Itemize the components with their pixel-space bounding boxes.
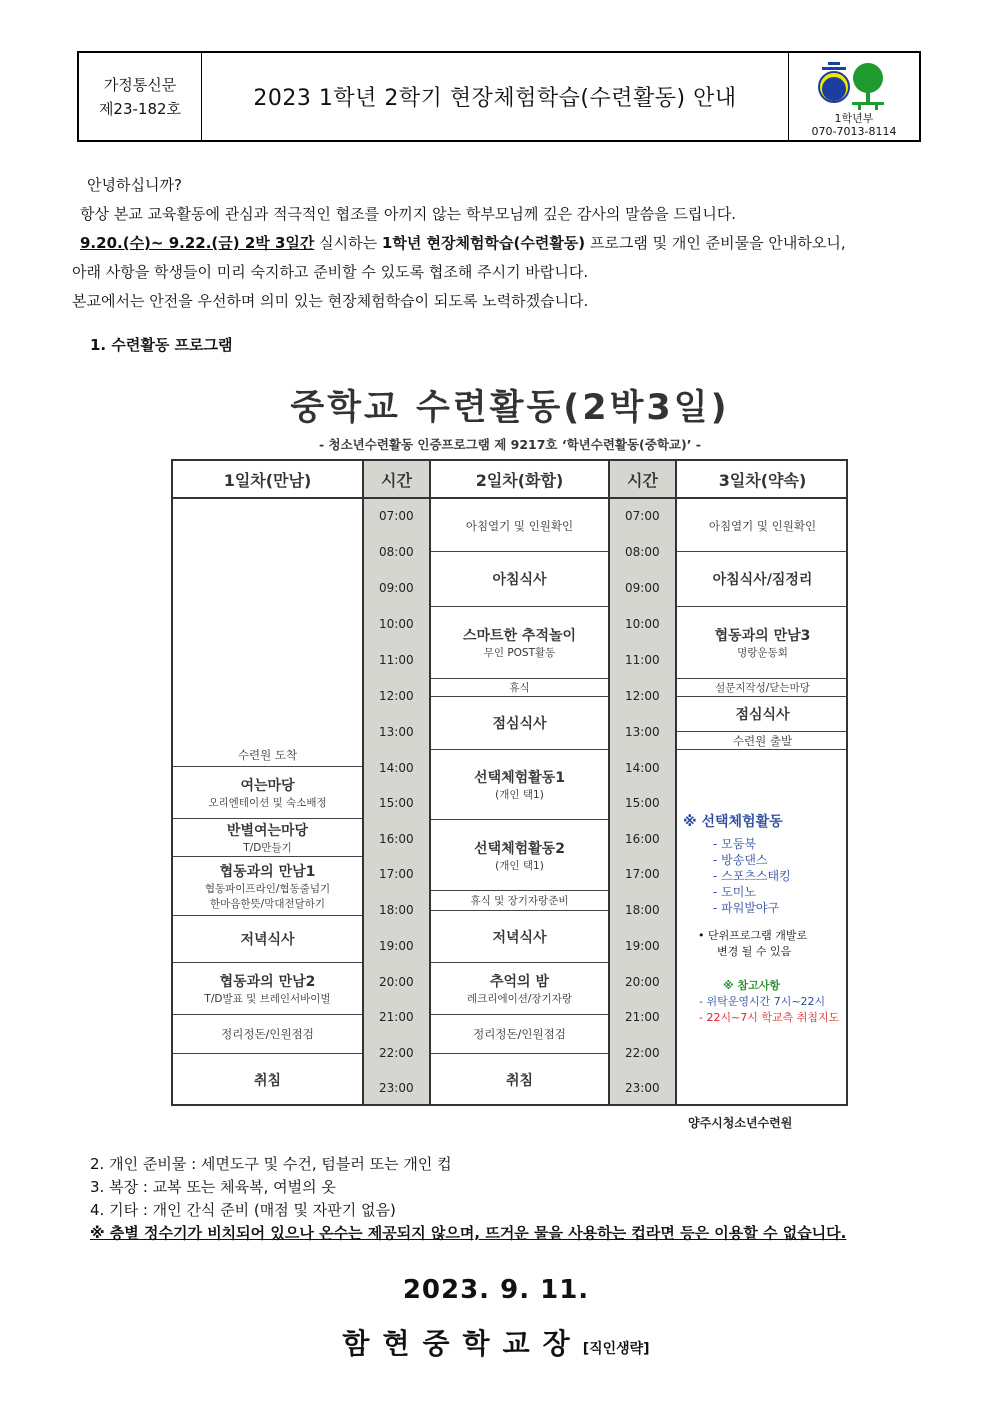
selection-item: - 스포츠스태킹 bbox=[713, 869, 791, 883]
document-title: 2023 1학년 2학기 현장체험학습(수련활동) 안내 bbox=[202, 53, 789, 140]
day2-selection-1: 선택체험활동1 (개인 택1) bbox=[474, 770, 565, 801]
time-tick: 10:00 bbox=[379, 617, 414, 631]
day1-arrive: 수련원 도착 bbox=[237, 747, 298, 762]
col-header-day1: 1일차(만남) bbox=[223, 470, 312, 490]
time-tick: 09:00 bbox=[625, 581, 660, 595]
program-subtitle: - 청소년수련활동 인증프로그램 제 9217호 ‘학년수련활동(중학교)’ - bbox=[318, 437, 701, 452]
reference-note: - 22시~7시 학교측 취침지도 bbox=[699, 1011, 840, 1024]
time-tick: 11:00 bbox=[379, 653, 414, 667]
document-header bbox=[77, 51, 921, 142]
greeting: 안녕하십니까? bbox=[87, 176, 182, 194]
time-tick: 13:00 bbox=[625, 725, 660, 739]
day2-rest: 휴식 bbox=[509, 682, 530, 694]
program-schedule-table bbox=[171, 459, 848, 1106]
selection-item: - 파워발야구 bbox=[713, 901, 780, 915]
day1-class-opening: 반별여는마당 T/D만들기 bbox=[226, 823, 309, 854]
day3-survey: 설문지작성/닫는마당 bbox=[715, 682, 810, 694]
issue-date: 2023. 9. 11. bbox=[402, 1275, 590, 1305]
time-tick: 15:00 bbox=[379, 796, 414, 810]
trip-dates: 9.20.(수)~ 9.22.(금) 2박 3일간 bbox=[80, 234, 315, 252]
doc-info bbox=[79, 53, 202, 140]
item-supplies: 2. 개인 준비물 : 세면도구 및 수건, 텀블러 또는 개인 컵 bbox=[90, 1155, 452, 1173]
day2-selection-2: 선택체험활동2 (개인 택1) bbox=[474, 840, 565, 872]
time-tick: 08:00 bbox=[625, 545, 660, 559]
intro-line4: 본교에서는 안전을 우선하며 의미 있는 현장체험학습이 되도록 노력하겠습니다. bbox=[72, 292, 589, 310]
col-header-day2: 2일차(화합) bbox=[475, 470, 564, 490]
time-tick: 09:00 bbox=[379, 581, 414, 595]
doc-number: 제23-182호 bbox=[98, 99, 182, 118]
col-header-time: 시간 bbox=[381, 470, 412, 490]
day2-dinner: 저녁식사 bbox=[492, 929, 547, 946]
time-tick: 21:00 bbox=[625, 1010, 660, 1024]
day3-cooperation-3: 협동과의 만남3 명랑운동회 bbox=[714, 628, 811, 659]
time-tick: 22:00 bbox=[625, 1046, 660, 1060]
day3-breakfast: 아침식사/짐정리 bbox=[712, 572, 813, 588]
time-tick: 18:00 bbox=[625, 903, 660, 917]
day3-lunch: 점심식사 bbox=[735, 707, 790, 723]
time-tick: 07:00 bbox=[625, 509, 660, 523]
time-tick: 12:00 bbox=[625, 689, 660, 703]
col-header-time: 시간 bbox=[627, 470, 658, 490]
time-tick: 17:00 bbox=[625, 867, 660, 881]
school-logo-icon bbox=[814, 58, 894, 110]
section1-title: 1. 수련활동 프로그램 bbox=[90, 336, 233, 354]
time-tick: 19:00 bbox=[379, 939, 414, 953]
seal-note: [직인생략] bbox=[582, 1341, 650, 1357]
day2-night: 추억의 밤 레크리에이션/장기자랑 bbox=[467, 974, 572, 1005]
program-credit: 양주시청소년수련원 bbox=[688, 1116, 793, 1130]
water-note: ※ 층별 정수기가 비치되어 있으나 온수는 제공되지 않으며, 뜨거운 물을 사용하는 컵라면 등은 이용할 수 없습니다. bbox=[90, 1224, 847, 1242]
reference-note: - 위탁운영시간 7시~22시 bbox=[699, 995, 826, 1008]
dept-label: 1학년부 bbox=[834, 112, 874, 125]
change-note: • 단위프로그램 개발로 bbox=[698, 929, 808, 942]
school-logo-box bbox=[789, 53, 919, 140]
intro-line2: 9.20.(수)~ 9.22.(금) 2박 3일간 실시하는 1학년 현장체험학습(수련활동) 프로그램 및 개인 준비물을 안내하오니, bbox=[80, 234, 846, 252]
time-tick: 20:00 bbox=[625, 975, 660, 989]
intro-line1: 항상 본교 교육활동에 관심과 적극적인 협조를 아끼지 않는 학부모님께 깊은 감사의 말씀을 드립니다. bbox=[80, 205, 737, 223]
time-tick: 22:00 bbox=[379, 1046, 414, 1060]
time-tick: 15:00 bbox=[625, 796, 660, 810]
time-tick: 12:00 bbox=[379, 689, 414, 703]
time-tick: 23:00 bbox=[625, 1081, 660, 1095]
day3-morning: 아침열기 및 인원확인 bbox=[708, 519, 817, 533]
time-tick: 14:00 bbox=[379, 761, 414, 775]
time-tick: 23:00 bbox=[379, 1081, 414, 1095]
day2-breakfast: 아침식사 bbox=[492, 572, 547, 588]
item-other: 4. 기타 : 개인 간식 준비 (매점 및 자판기 없음) bbox=[90, 1201, 396, 1219]
time-tick: 16:00 bbox=[625, 832, 660, 846]
time-tick: 19:00 bbox=[625, 939, 660, 953]
preparation-items bbox=[90, 1153, 846, 1245]
day2-cleanup: 정리정돈/인원점검 bbox=[473, 1027, 566, 1041]
time-tick: 16:00 bbox=[379, 832, 414, 846]
day2-lunch: 점심식사 bbox=[492, 716, 547, 732]
time-tick: 18:00 bbox=[379, 903, 414, 917]
intro-line3: 아래 사항을 학생들이 미리 숙지하고 준비할 수 있도록 협조해 주시기 바랍니다. bbox=[72, 263, 589, 281]
time-tick: 21:00 bbox=[379, 1010, 414, 1024]
doc-type: 가정통신문 bbox=[103, 75, 177, 94]
change-note: 변경 될 수 있음 bbox=[717, 945, 792, 958]
selection-item: - 방송댄스 bbox=[713, 853, 768, 867]
time-tick: 17:00 bbox=[379, 867, 414, 881]
reference-title: ※ 참고사항 bbox=[723, 979, 781, 992]
trip-name: 1학년 현장체험학습(수련활동) bbox=[381, 234, 586, 252]
selection-item: - 도미노 bbox=[713, 885, 756, 899]
day3-selection-notes bbox=[683, 814, 839, 1026]
day1-opening: 여는마당 오리엔테이션 및 숙소배정 bbox=[208, 778, 327, 809]
time-tick: 20:00 bbox=[379, 975, 414, 989]
day3-depart: 수련원 출발 bbox=[732, 733, 793, 748]
time-tick: 10:00 bbox=[625, 617, 660, 631]
selection-title: ※ 선택체험활동 bbox=[683, 814, 783, 830]
program-title: 중학교 수련활동(2박3일) bbox=[290, 388, 730, 428]
day1-cooperation-1: 협동과의 만남1 협동파이프라인/협동줄넘기 한마음한뜻/막대전달하기 bbox=[204, 864, 331, 910]
day1-sleep: 취침 bbox=[253, 1073, 282, 1089]
intro-text bbox=[72, 171, 932, 316]
time-tick: 07:00 bbox=[379, 509, 414, 523]
dept-phone: 070-7013-8114 bbox=[811, 125, 897, 138]
day2-sleep: 취침 bbox=[505, 1073, 534, 1089]
day2-smart-tracking: 스마트한 추적놀이 무인 POST활동 bbox=[462, 628, 577, 659]
day1-cooperation-2: 협동과의 만남2 T/D발표 및 브레인서바이벌 bbox=[204, 974, 331, 1005]
time-tick: 13:00 bbox=[379, 725, 414, 739]
day2-morning: 아침열기 및 인원확인 bbox=[465, 519, 574, 533]
time-tick: 11:00 bbox=[625, 653, 660, 667]
time-tick: 08:00 bbox=[379, 545, 414, 559]
day1-cleanup: 정리정돈/인원점검 bbox=[221, 1027, 314, 1041]
principal-signature bbox=[0, 1322, 992, 1362]
item-clothing: 3. 복장 : 교복 또는 체육복, 여벌의 옷 bbox=[90, 1178, 336, 1196]
col-header-day3: 3일차(약속) bbox=[718, 470, 807, 490]
day2-rest-2: 휴식 및 장기자랑준비 bbox=[470, 895, 569, 907]
principal-name: 함현중학교장 bbox=[342, 1327, 583, 1360]
day1-dinner: 저녁식사 bbox=[240, 932, 295, 948]
selection-item: - 모둠북 bbox=[713, 837, 756, 851]
time-tick: 14:00 bbox=[625, 761, 660, 775]
